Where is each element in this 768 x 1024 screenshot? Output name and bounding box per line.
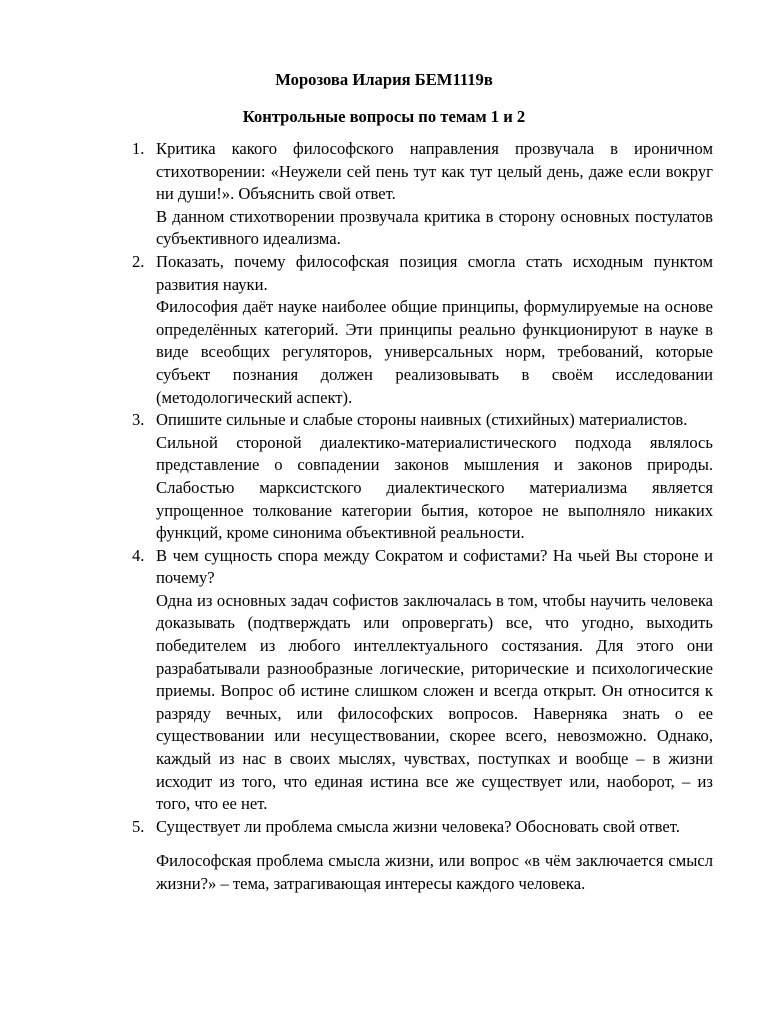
question-number: 1. — [132, 139, 145, 158]
answer-text: Философия даёт науке наиболее общие принципы, формулируемые на основе определённых категорий. Эти принципы реально функционируют в науке в виде всеобщих регуляторов, универсальных норм, требований, которые субъект познания должен реализовывать в своём исследовании (методологический аспект). — [156, 297, 713, 407]
question-number: 3. — [132, 410, 145, 430]
question-text: Критика какого философского направления прозвучала в ироничном стихотворении: «Неужели сей пень тут как тут целый день, даже если вокруг ни души!». Объяснить свой ответ. — [156, 139, 713, 204]
question-number: 2. — [132, 251, 145, 271]
question-item-3 — [132, 409, 713, 545]
document-title: Морозова Илария БЕМ1119в — [275, 70, 493, 89]
question-item-4 — [132, 545, 713, 816]
question-item-5 — [132, 816, 713, 896]
question-text: Показать, почему философская позиция смогла стать исходным пунктом развития науки. — [156, 251, 713, 294]
answer-text: Философская проблема смысла жизни, или вопрос «в чём заключается смысл жизни?» – тема, затрагивающая интересы каждого человека. — [156, 851, 713, 893]
questions-list — [132, 138, 713, 896]
question-text: Опишите сильные и слабые стороны наивных (стихийных) материалистов. — [156, 410, 688, 430]
question-item-1 — [132, 138, 713, 251]
answer-text: Сильной стороной диалектико-материалистического подхода являлось представление о совпадении законов мышления и законов природы. Слабостью марксистского диалектического материализма является упрощенное толкование категории бытия, которое не выполняло никаких функций, кроме синонима объективной реальности. — [156, 432, 713, 543]
question-number: 5. — [132, 816, 145, 836]
question-number: 4. — [132, 545, 145, 565]
answer-text: Одна из основных задач софистов заключалась в том, чтобы научить человека доказывать (подтверждать или опровергать) все, что угодно, выходить победителем из любого интеллектуального состязания. Для этого они разрабатывали разнообразные логические, риторические и психологические приемы. Вопрос об истине слишком сложен и всегда открыт. Он относится к разряду вечных, или философских вопросов. Наверняка знать о ее существовании или несуществовании, скорее всего, невозможно. Однако, каждый из нас в своих мыслях, чувствах, поступках и вообще – в жизни исходит из того, что единая истина все же существует или, наоборот, – из того, что ее нет. — [156, 590, 713, 814]
question-text: Существует ли проблема смысла жизни человека? Обосновать свой ответ. — [156, 816, 680, 836]
answer-text: В данном стихотворении прозвучала критика в сторону основных постулатов субъективного идеализма. — [156, 206, 713, 249]
question-item-2 — [132, 251, 713, 409]
document-subtitle: Контрольные вопросы по темам 1 и 2 — [242, 107, 526, 126]
question-text: В чем сущность спора между Сократом и софистами? На чьей Вы стороне и почему? — [156, 545, 713, 588]
